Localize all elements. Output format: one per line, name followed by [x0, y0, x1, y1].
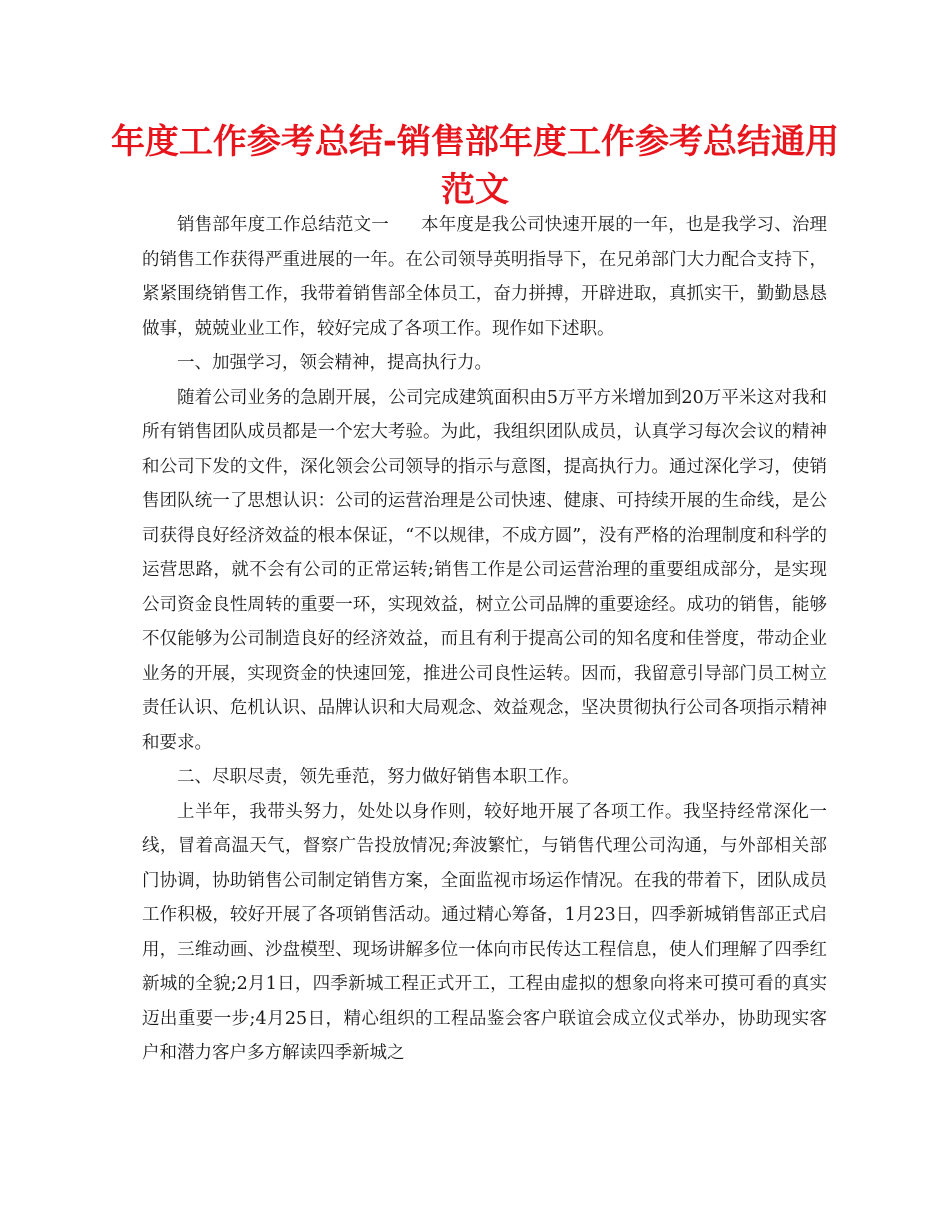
paragraph-intro — [142, 208, 827, 346]
section-heading-1: 一、加强学习，领会精神，提高执行力。 — [177, 353, 492, 373]
document-body — [142, 208, 827, 1071]
intro-text: 本年度是我公司快速开展的一年，也是我学习、治理的销售工作获得严重进展的一年。在公司领导英明指导下，在兄弟部门大力配合支持下，紧紧围绕销售工作，我带着销售部全体员工，奋力拼搏，开辟进取，真抓实干，勤勤恳恳做事，兢兢业业工作，较好完成了各项工作。现作如下述职。 — [142, 215, 828, 339]
intro-label: 销售部年度工作总结范文一 — [177, 215, 389, 235]
document-title: 年度工作参考总结-销售部年度工作参考总结通用范文 — [110, 122, 840, 210]
section-heading-2: 二、尽职尽责，领先垂范，努力做好销售本职工作。 — [177, 767, 580, 787]
paragraph: 上半年，我带头努力，处处以身作则，较好地开展了各项工作。我坚持经常深化一线，冒着高温天气，督察广告投放情况;奔波繁忙，与销售代理公司沟通，与外部相关部门协调，协助销售公司制定销售方案，全面监视市场运作情况。在我的带着下，团队成员工作积极，较好开展了各项销售活动。通过精心筹备，1月23日，四季新城销售部正式启用，三维动画、沙盘模型、现场讲解多位一体向市民传达工程信息，使人们理解了四季红新城的全貌;2月1日，四季新城工程正式开工，工程由虚拟的想象向将来可摸可看的真实迈出重要一步;4月25日，精心组织的工程品鉴会客户联谊会成立仪式举办，协助现实客户和潜力客户多方解读四季新城之 — [142, 801, 827, 1063]
paragraph: 随着公司业务的急剧开展，公司完成建筑面积由5万平方米增加到20万平米这对我和所有销售团队成员都是一个宏大考验。为此，我组织团队成员，认真学习每次会议的精神和公司下发的文件，深化领会公司领导的指示与意图，提高执行力。通过深化学习，使销售团队统一了思想认识：公司的运营治理是公司快速、健康、可持续开展的生命线，是公司获得良好经济效益的根本保证，“不以规律，不成方圆”，没有严格的治理制度和科学的运营思路，就不会有公司的正常运转;销售工作是公司运营治理的重要组成部分，是实现公司资金良性周转的重要一环，实现效益，树立公司品牌的重要途经。成功的销售，能够不仅能够为公司制造良好的经济效益，而且有利于提高公司的知名度和佳誉度，带动企业业务的开展，实现资金的快速回笼，推进公司良性运转。因而，我留意引导部门员工树立责任认识、危机认识、品牌认识和大局观念、效益观念，坚决贯彻执行公司各项指示精神和要求。 — [142, 387, 827, 753]
